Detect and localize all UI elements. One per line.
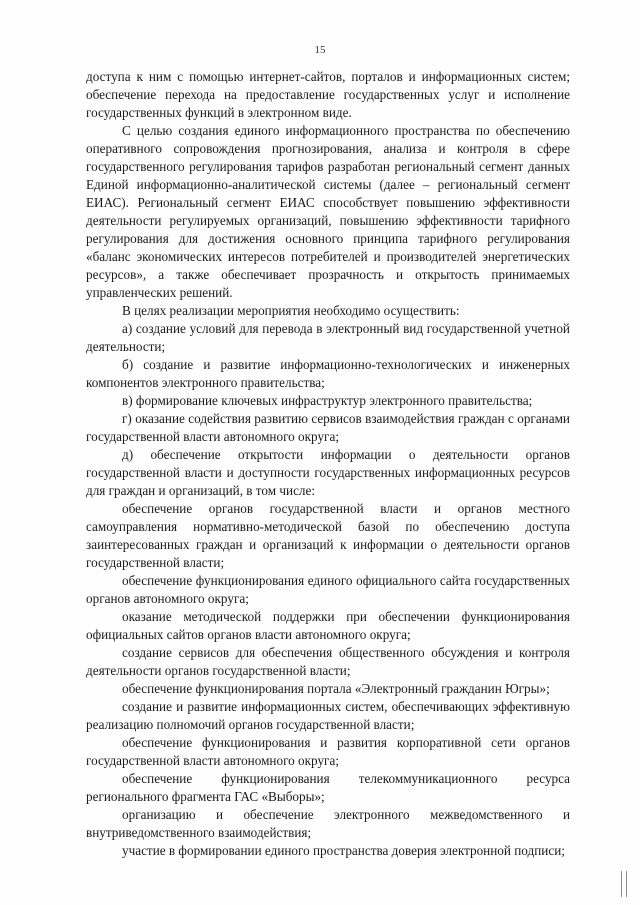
list-item: г) оказание содействия развитию сервисов взаимодействия граждан с органами государственной власти автономного округа;: [86, 411, 570, 444]
sub-list-item: обеспечение функционирования телекоммуникационного ресурса регионального фрагмента ГАС «Выборы»;: [86, 771, 570, 804]
list-item: д) обеспечение открытости информации о деятельности органов государственной власти и доступности государственных информационных ресурсов для граждан и организаций, в том числе:: [86, 447, 570, 498]
document-body: [86, 68, 570, 860]
sub-list-item: создание и развитие информационных систем, обеспечивающих эффективную реализацию полномочий органов государственной власти;: [86, 699, 570, 732]
list-item: а) создание условий для перевода в электронный вид государственной учетной деятельности;: [86, 321, 570, 354]
sub-list-item: обеспечение функционирования единого официального сайта государственных органов автономного округа;: [86, 573, 570, 606]
sub-list-item: создание сервисов для обеспечения общественного обсуждения и контроля деятельности органов государственной власти;: [86, 645, 570, 678]
sub-list-item: оказание методической поддержки при обеспечении функционирования официальных сайтов органов власти автономного округа;: [86, 609, 570, 642]
sub-list-item: обеспечение органов государственной власти и органов местного самоуправления нормативно-методической базой по обеспечению доступа заинтересованных граждан и организаций к информации о деятельности органов государственной власти;: [86, 501, 570, 570]
scan-edge-mark: [621, 871, 640, 897]
paragraph: В целях реализации мероприятия необходимо осуществить:: [122, 303, 460, 318]
page-number: 15: [314, 44, 326, 56]
sub-list-item: обеспечение функционирования и развития корпоративной сети органов государственной власти автономного округа;: [86, 735, 570, 768]
sub-list-item: организацию и обеспечение электронного межведомственного и внутриведомственного взаимодействия;: [86, 807, 570, 840]
sub-list-item: обеспечение функционирования портала «Электронный гражданин Югры»;: [122, 681, 550, 696]
paragraph: С целью создания единого информационного пространства по обеспечению оперативного сопровождения прогнозирования, анализа и контроля в сфере государственного регулирования тарифов разработан региональный сегмент данных Единой информационно-аналитической системы (далее – региональный сегмент ЕИАС). Региональный сегмент ЕИАС способствует повышению эффективности деятельности регулируемых организаций, повышению эффективности тарифного регулирования для достижения основного принципа тарифного регулирования «баланс экономических интересов потребителей и производителей энергетических ресурсов», а также обеспечивает прозрачность и открытость принимаемых управленческих решений.: [86, 123, 570, 300]
list-item: в) формирование ключевых инфраструктур электронного правительства;: [122, 393, 533, 408]
list-item: б) создание и развитие информационно-технологических и инженерных компонентов электронного правительства;: [86, 357, 570, 390]
paragraph: доступа к ним с помощью интернет-сайтов, порталов и информационных систем; обеспечение перехода на предоставление государственных услуг и исполнение государственных функций в электронном виде.: [86, 69, 570, 120]
sub-list-item: участие в формировании единого пространства доверия электронной подписи;: [122, 843, 565, 858]
